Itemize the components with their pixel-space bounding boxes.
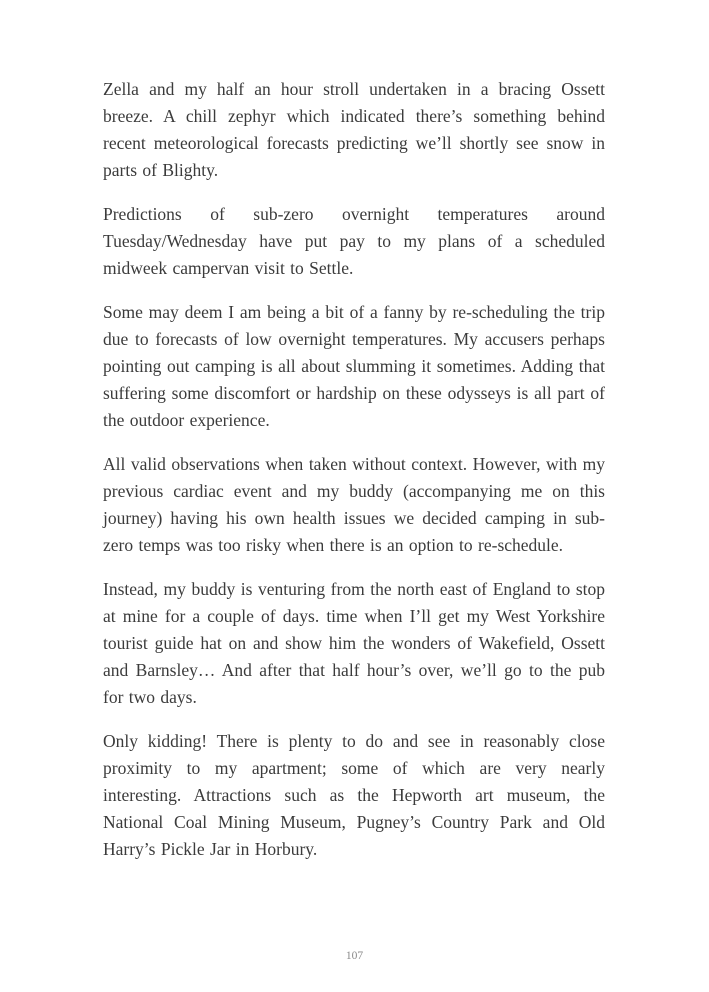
paragraph: All valid observations when taken without context. However, with my previous cardiac event and my buddy (accompanying me on this journey) having his own health issues we decided camping in sub-zero temps was too risky when there is an option to re-schedule.: [103, 454, 605, 555]
page-number: 107: [345, 950, 364, 962]
document-page: [103, 76, 605, 880]
paragraph: Zella and my half an hour stroll undertaken in a bracing Ossett breeze. A chill zephyr which indicated there’s something behind recent meteorological forecasts predicting we’ll shortly see snow in parts of Blighty.: [103, 79, 605, 180]
paragraph: Some may deem I am being a bit of a fanny by re-scheduling the trip due to forecasts of low overnight temperatures. My accusers perhaps pointing out camping is all about slumming it sometimes. Adding that suffering some discomfort or hardship on these odysseys is all part of the outdoor experience.: [103, 302, 605, 430]
paragraph: Instead, my buddy is venturing from the north east of England to stop at mine for a couple of days. time when I’ll get my West Yorkshire tourist guide hat on and show him the wonders of Wakefield, Ossett and Barnsley… And after that half hour’s over, we’ll go to the pub for two days.: [103, 579, 605, 707]
paragraph: Predictions of sub-zero overnight temperatures around Tuesday/Wednesday have put pay to my plans of a scheduled midweek campervan visit to Settle.: [103, 204, 605, 278]
paragraph: Only kidding! There is plenty to do and see in reasonably close proximity to my apartment; some of which are very nearly interesting. Attractions such as the Hepworth art museum, the National Coal Mining Museum, Pugney’s Country Park and Old Harry’s Pickle Jar in Horbury.: [103, 731, 605, 859]
